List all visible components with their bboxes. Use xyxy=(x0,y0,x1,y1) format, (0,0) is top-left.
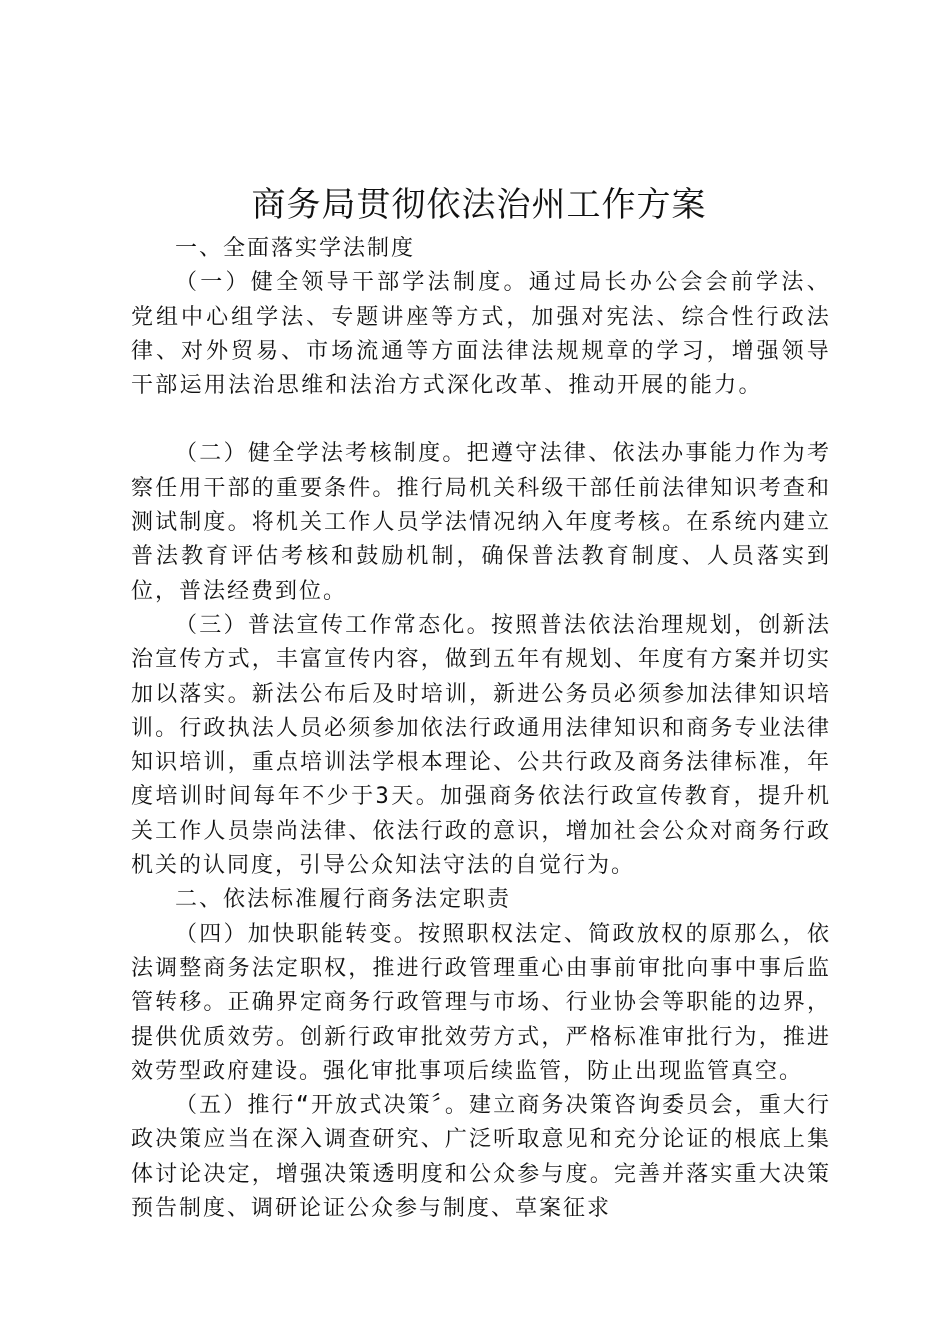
section-heading: 二、依法标准履行商务法定职责 xyxy=(175,887,512,913)
document-title: 商务局贯彻依法治州工作方案 xyxy=(251,185,707,225)
document-body xyxy=(131,232,831,1226)
section-heading: 一、全面落实学法制度 xyxy=(175,236,416,261)
paragraph: （五）推行“开放式决策〞。建立商务决策咨询委员会，重大行政决策应当在深入调查研究、广泛听取意见和充分论证的根底上集体讨论决定，增强决策透明度和公众参与度。完善并落实重大决策预告制度、调研论证公众参与制度、草案征求 xyxy=(131,1093,831,1222)
paragraph: （一）健全领导干部学法制度。通过局长办公会会前学法、党组中心组学法、专题讲座等方式，加强对宪法、综合性行政法律、对外贸易、市场流通等方面法律法规规章的学习，增强领导干部运用法治思维和法治方式深化改革、推动开展的能力。 xyxy=(131,270,831,399)
paragraph: （三）普法宣传工作常态化。按照普法依法治理规划，创新法治宣传方式，丰富宣传内容，做到五年有规划、年度有方案并切实加以落实。新法公布后及时培训，新进公务员必须参加法律知识培训。行政执法人员必须参加依法行政通用法律知识和商务专业法律知识培训，重点培训法学根本理论、公共行政及商务法律标准，年度培训时间每年不少于3天。加强商务依法行政宣传教育，提升机关工作人员崇尚法律、依法行政的意识，增加社会公众对商务行政机关的认同度，引导公众知法守法的自觉行为。 xyxy=(131,612,831,879)
paragraph: （四）加快职能转变。按照职权法定、简政放权的原那么，依法调整商务法定职权，推进行政管理重心由事前审批向事中事后监管转移。正确界定商务行政管理与市场、行业协会等职能的边界，提供优质效劳。创新行政审批效劳方式，严格标准审批行为，推进效劳型政府建设。强化审批事项后续监管，防止出现监管真空。 xyxy=(131,921,831,1084)
paragraph: （二）健全学法考核制度。把遵守法律、依法办事能力作为考察任用干部的重要条件。推行局机关科级干部任前法律知识考查和测试制度。将机关工作人员学法情况纳入年度考核。在系统内建立普法教育评估考核和鼓励机制，确保普法教育制度、人员落实到位，普法经费到位。 xyxy=(131,441,831,604)
